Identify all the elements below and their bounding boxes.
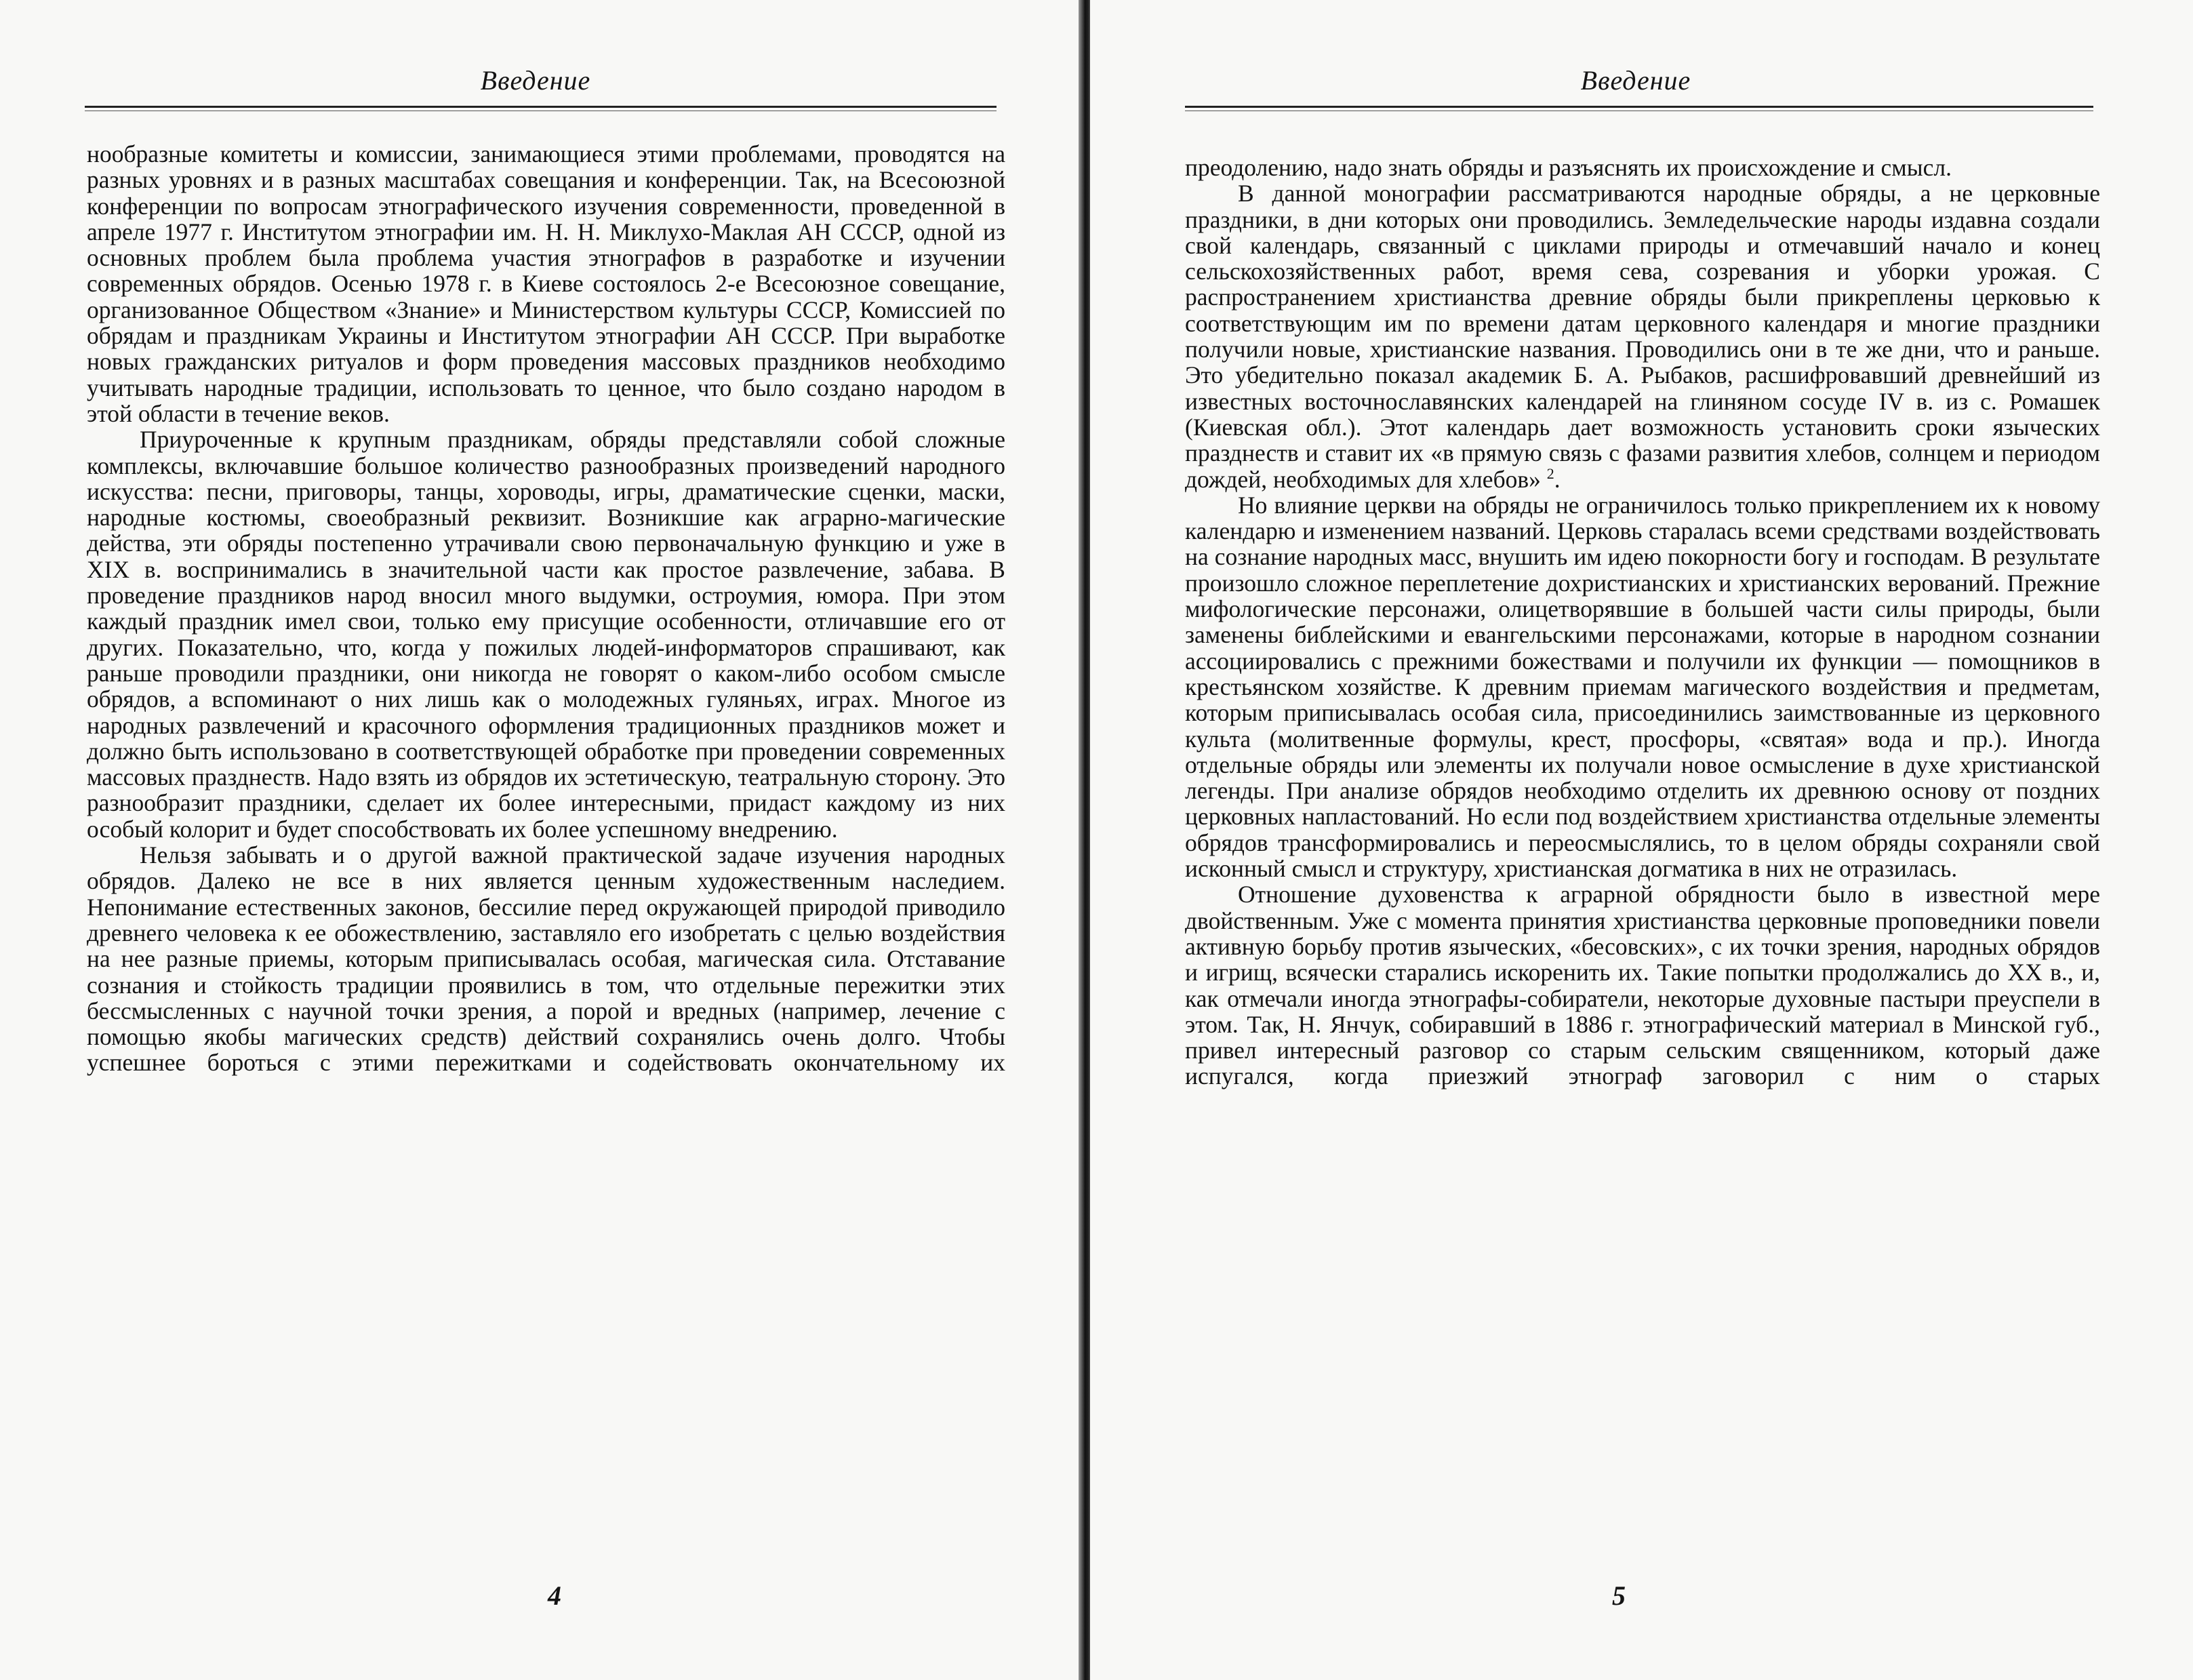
right-paragraph-1: преодолению, надо знать обряды и разъяснять их происхождение и смысл.: [1185, 154, 1952, 181]
right-paragraph-2-text: В данной монографии рассматриваются народные обряды, а не церковные праздники, в дни которых они проводились. Земледельческие народы издавна создали свой календарь, связанный с циклами природы и отмечавший начало и конец сельскохозяйственных работ, время сева, созревания и уборки урожая. С распространением христианства древние обряды были прикреплены церковью к соответствующим им по времени датам церковного календаря и многие праздники получили новые, христианские названия. Проводились они в те же дни, что и раньше. Это убедительно показал академик Б. А. Рыбаков, расшифровавший древнейший из известных восточнославянских календарей на глиняном сосуде IV в. из с. Ромашек (Киевская обл.). Этот календарь дает возможность установить сроки языческих празднеств и ставит их «в прямую связь с фазами развития хлебов, солнцем и периодом дождей, необходимых для хлебов»: [1185, 180, 2100, 493]
left-running-head: Введение: [480, 65, 591, 96]
left-paragraph-3: Нельзя забывать и о другой важной практической задаче изучения народных обрядов. Далеко не все в них является ценным художественным наследием. Непонимание естественных законов, бессилие перед окружающей природой приводило древнего человека к ее обожествлению, заставляло его изобретать с целью воздействия на нее разные приемы, которым приписывалась особая, магическая сила. Отставание сознания и стойкость традиции проявились в том, что отдельные пережитки этих бессмысленных с научной точки зрения, а порой и вредных (например, лечение с помощью якобы магических средств) действий сохранялись очень долго. Чтобы успешнее бороться с этими пережитками и содействовать окончательному их: [87, 841, 1005, 1077]
right-running-head: Введение: [1580, 65, 1691, 96]
right-paragraph-4: Отношение духовенства к аграрной обрядности было в известной мере двойственным. Уже с момента принятия христианства церковные проповедники повели активную борьбу против языческих, «бесовских», с их точки зрения, народных обрядов и игрищ, всячески старались искоренить их. Такие попытки продолжались до XX в., и, как отмечали иногда этнографы-собиратели, некоторые духовные пастыри преуспели в этом. Так, Н. Янчук, собиравший в 1886 г. этнографический материал в Минской губ., привел интересный разговор со старым сельским священником, который даже испугался, когда приезжий этнограф заговорил с ним о старых: [1185, 881, 2100, 1090]
right-paragraph-3: Но влияние церкви на обряды не ограничилось только прикреплением их к новому календарю и изменением названий. Церковь старалась всеми средствами воздействовать на сознание народных масс, внушить им идею покорности богу и господам. В результате произошло сложное переплетение дохристианских и христианских верований. Прежние мифологические персонажи, олицетворявшие в большей части силы природы, были заменены библейскими и евангельскими персонажами, которые в народном сознании ассоциировались с прежними божествами и получили их функции — помощников в крестьянском хозяйстве. К древним приемам магического воздействия и предметам, которым приписывалась особая сила, присоединились заимствованные из церковного культа (молитвенные формулы, крест, просфоры, «святая» вода и пр.). Иногда отдельные обряды или элементы их получали новое осмысление в духе христианской легенды. При анализе обрядов необходимо отделить их древнюю основу от поздних церковных напластований. Но если под воздействием христианства отдельные элементы обрядов трансформировались и переосмыслялись, то в целом обряды сохраняли свой исконный смысл и структуру, христианская догматика в них не отразилась.: [1185, 491, 2100, 883]
left-page-number: 4: [548, 1580, 561, 1611]
footnote-reference: 2: [1546, 464, 1554, 482]
right-paragraph-2-end: .: [1554, 465, 1561, 493]
left-header-rule: [85, 106, 997, 111]
left-paragraph-2: Приуроченные к крупным праздникам, обряды представляли собой сложные комплексы, включавшие большое количество разнообразных произведений народного искусства: песни, приговоры, танцы, хороводы, игры, драматические сценки, маски, народные костюмы, своеобразный реквизит. Возникшие как аграрно-магические действа, эти обряды постепенно утрачивали свою первоначальную функцию и уже в XIX в. воспринимались в значительной части как простое развлечение, забава. В проведение праздников народ вносил много выдумки, остроумия, юмора. При этом каждый праздник имел свои, только ему присущие особенности, отличавшие его от других. Показательно, что, когда у пожилых людей-информаторов спрашивают, как раньше проводили праздники, они никогда не говорят о каком-либо особом смысле обрядов, а вспоминают о них лишь как о молодежных гуляньях, играх. Многое из народных развлечений и красочного оформления традиционных праздников может и должно быть использовано в соответствующей обработке при проведении современных массовых празднеств. Надо взять из обрядов их эстетическую, театральную сторону. Это разнообразит праздники, сделает их более интересными, придаст каждому из них особый колорит и будет способствовать их более успешному внедрению.: [87, 426, 1005, 843]
right-header-rule: [1185, 106, 2093, 111]
left-paragraph-1: нообразные комитеты и комиссии, занимающиеся этими проблемами, проводятся на разных уровнях и в разных масштабах совещания и конференции. Так, на Всесоюзной конференции по вопросам этнографического изучения современности, проведенной в апреле 1977 г. Институтом этнографии им. Н. Н. Миклухо-Маклая АН СССР, одной из основных проблем была проблема участия этнографов в разработке и изучении современных обрядов. Осенью 1978 г. в Киеве состоялось 2-е Всесоюзное совещание, организованное Обществом «Знание» и Министерством культуры СССР, Комиссией по обрядам и праздникам Украины и Институтом этнографии АН СССР. При выработке новых гражданских ритуалов и форм проведения массовых праздников необходимо учитывать народные традиции, использовать то ценное, что было создано народом в этой области в течение веков.: [87, 140, 1005, 427]
right-paragraph-2: [1185, 180, 2100, 492]
right-body-text: [1185, 155, 2100, 1089]
left-page: [0, 0, 1083, 1680]
right-page-number: 5: [1612, 1580, 1626, 1611]
right-page: [1090, 0, 2193, 1680]
left-body-text: [87, 141, 1005, 1076]
